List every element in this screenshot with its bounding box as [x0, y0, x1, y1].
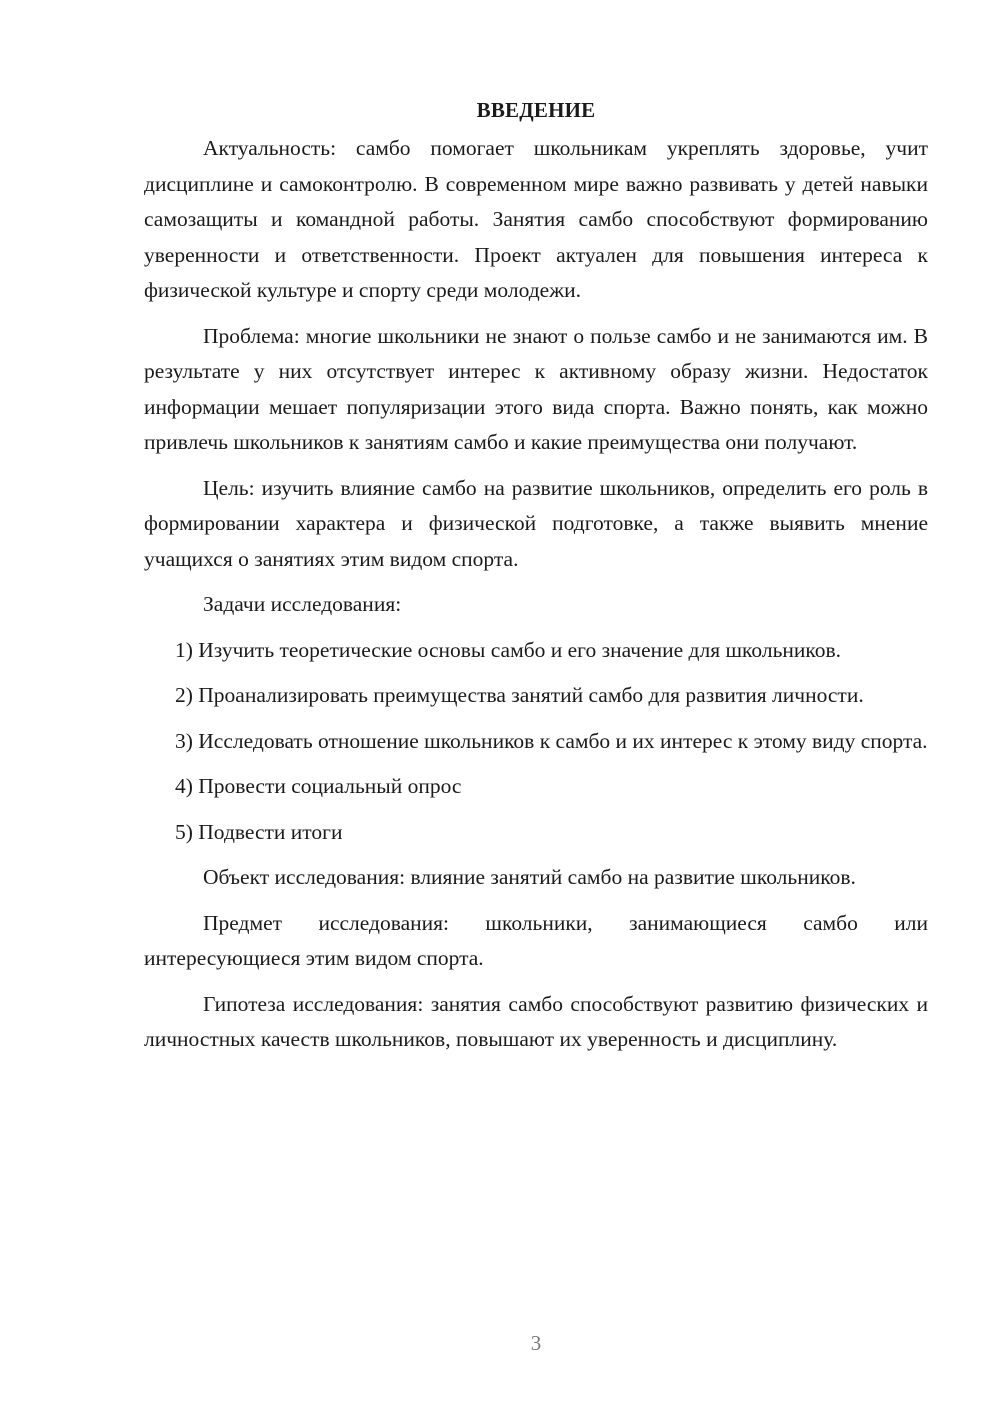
document-page — [144, 92, 928, 1068]
section-heading: ВВЕДЕНИЕ — [476, 98, 596, 122]
page-number: 3 — [530, 1331, 542, 1355]
task-item-1: 1) Изучить теоретические основы самбо и его значение для школьников. — [175, 637, 842, 662]
problem-paragraph: Проблема: многие школьники не знают о пользе самбо и не занимаются им. В результате у них отсутствует интерес к активному образу жизни. Недостаток информации мешает популяризации этого вида спорта. Важно понять, как можно привлечь школьников к занятиям самбо и какие преимущества они получают. — [144, 323, 928, 454]
relevance-paragraph: Актуальность: самбо помогает школьникам укреплять здоровье, учит дисциплине и самоконтролю. В современном мире важно развивать у детей навыки самозащиты и командной работы. Занятия самбо способствуют формированию уверенности и ответственности. Проект актуален для повышения интереса к физической культуре и спорту среди молодежи. — [144, 136, 928, 302]
goal-paragraph: Цель: изучить влияние самбо на развитие школьников, определить его роль в формировании характера и физической подготовке, а также выявить мнение учащихся о занятиях этим видом спорта. — [144, 475, 928, 571]
task-item-2: 2) Проанализировать преимущества занятий самбо для развития личности. — [175, 683, 864, 707]
tasks-title: Задачи исследования: — [203, 592, 402, 616]
subject-paragraph: Предмет исследования: школьники, занимающиеся самбо или интересующиеся этим видом спорта. — [144, 910, 928, 970]
task-item-4: 4) Провести социальный опрос — [175, 774, 462, 798]
object-paragraph: Объект исследования: влияние занятий самбо на развитие школьников. — [203, 865, 856, 889]
task-item-3: 3) Исследовать отношение школьников к самбо и их интерес к этому виду спорта. — [175, 728, 928, 753]
task-item-5: 5) Подвести итоги — [175, 819, 343, 844]
hypothesis-paragraph: Гипотеза исследования: занятия самбо способствуют развитию физических и личностных качеств школьников, повышают их уверенность и дисциплину. — [144, 991, 928, 1051]
